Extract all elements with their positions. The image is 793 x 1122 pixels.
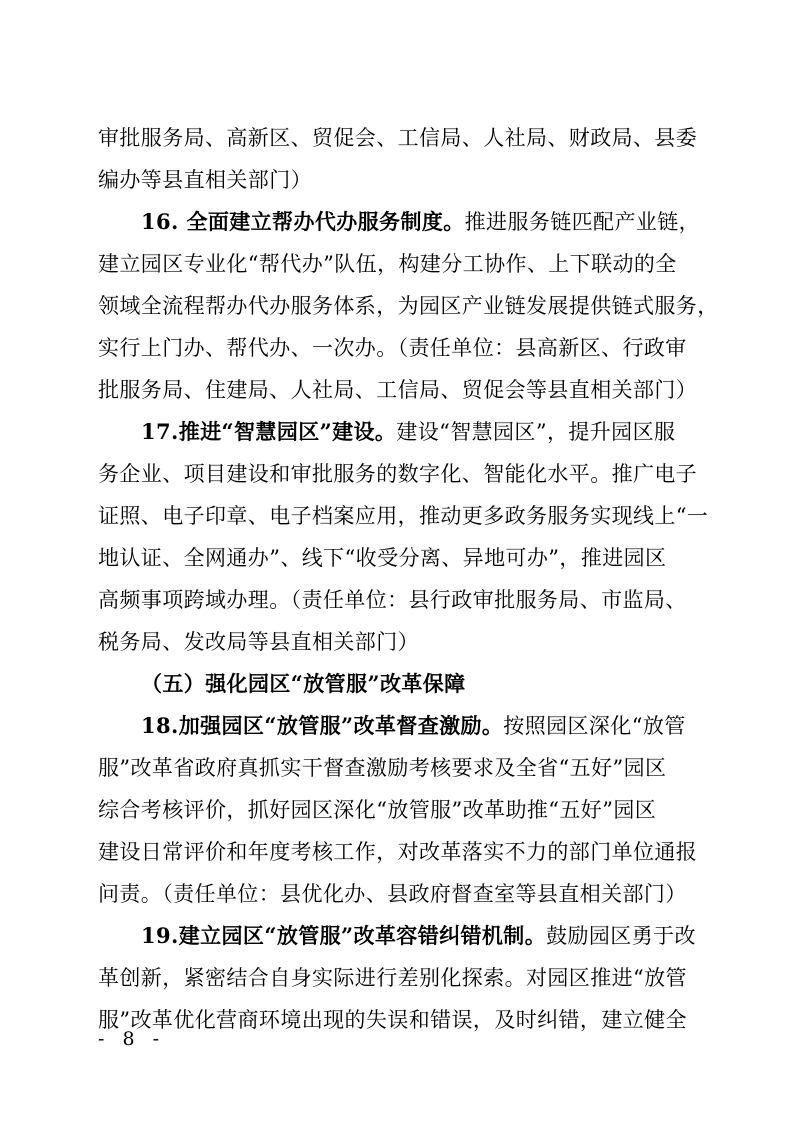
paragraph-line: 领域全流程帮办代办服务体系，为园区产业链发展提供链式服务，	[98, 294, 719, 318]
item-16-title: 16. 全面建立帮办代办服务制度。	[141, 209, 465, 234]
item-17-first-line	[141, 412, 741, 452]
paragraph-line: 服”改革优化营商环境出现的失误和错误，及时纠错，建立健全	[98, 1008, 687, 1032]
paragraph-line: 编办等县直相关部门）	[98, 168, 312, 192]
paragraph-line: 务企业、项目建设和审批服务的数字化、智能化水平。推广电子	[98, 462, 698, 486]
item-16-first-line	[141, 202, 741, 242]
item-18-title: 18.加强园区“放管服”改革督查激励。	[141, 713, 504, 738]
paragraph-line: 问责。（责任单位：县优化办、县政府督查室等县直相关部门）	[98, 882, 687, 906]
item-19-title: 19.建立园区“放管服”改革容错纠错机制。	[141, 923, 547, 948]
item-16-text: 推进服务链匹配产业链，	[464, 210, 701, 234]
item-18-text: 按照园区深化“放管	[503, 714, 686, 738]
paragraph-line: 实行上门办、帮代办、一次办。（责任单位：县高新区、行政审	[98, 336, 687, 360]
paragraph-line: 批服务局、住建局、人社局、工信局、贸促会等县直相关部门）	[98, 378, 698, 402]
paragraph-line: 税务局、发改局等县直相关部门）	[98, 630, 419, 654]
paragraph-line: 综合考核评价，抓好园区深化“放管服”改革助推“五好”园区	[98, 798, 657, 822]
item-17-title: 17.推进“智慧园区”建设。	[141, 419, 397, 444]
paragraph-line: 建设日常评价和年度考核工作，对改革落实不力的部门单位通报	[98, 840, 698, 864]
section-heading: （五）强化园区“放管服”改革保障	[141, 671, 466, 696]
item-19-text: 鼓励园区勇于改	[546, 924, 696, 948]
item-17-text: 建设“智慧园区”，提升园区服	[396, 420, 676, 444]
paragraph-line: 审批服务局、高新区、贸促会、工信局、人社局、财政局、县委	[98, 126, 698, 150]
paragraph-line: 服”改革省政府真抓实干督查激励考核要求及全省“五好”园区	[98, 756, 667, 780]
item-18-first-line	[141, 706, 741, 746]
paragraph-line: 地认证、全网通办”、线下“收受分离、异地可办”，推进园区	[98, 546, 667, 570]
item-19-first-line	[141, 916, 741, 956]
paragraph-line: 革创新，紧密结合自身实际进行差别化探索。对园区推进“放管	[98, 966, 687, 990]
page-number: - 8 -	[98, 1028, 166, 1050]
paragraph-line: 建立园区专业化“帮代办”队伍，构建分工协作、上下联动的全	[98, 252, 677, 276]
paragraph-line: 证照、电子印章、电子档案应用，推动更多政务服务实现线上“一	[98, 504, 709, 528]
paragraph-line: 高频事项跨域办理。（责任单位：县行政审批服务局、市监局、	[98, 588, 687, 612]
